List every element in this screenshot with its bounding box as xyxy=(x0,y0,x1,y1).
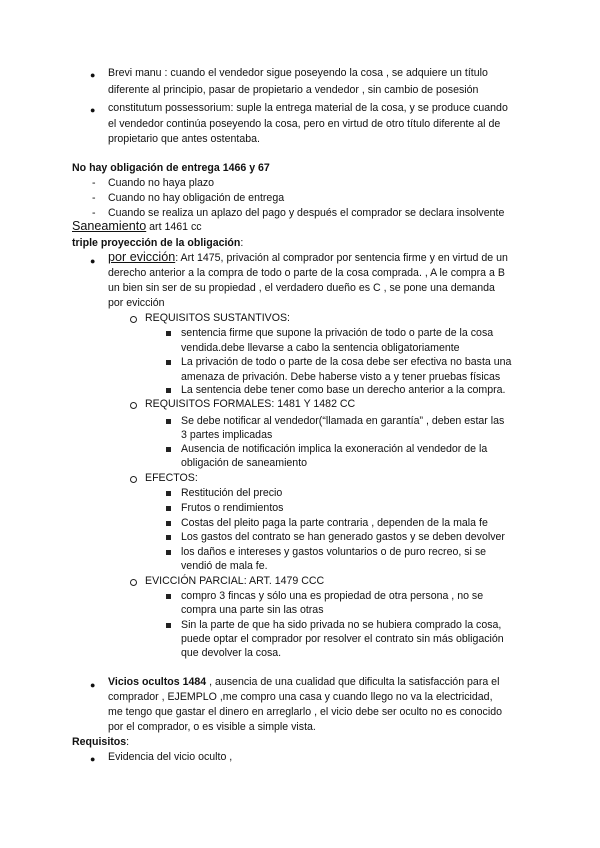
bullet-icon: ● xyxy=(90,256,96,266)
triple-heading: triple proyección de la obligación: xyxy=(72,237,244,249)
text-line: Cuando se realiza un aplazo del pago y después el comprador se declara insolvente xyxy=(108,207,505,219)
square-bullet xyxy=(166,331,171,336)
text-line: sentencia firme que supone la privación de todo o parte de la cosa xyxy=(181,327,494,339)
text-line: amenaza de privación. Debe haberse visto a y tener pruebas físicas xyxy=(181,371,501,383)
text-line: el vendedor continúa poseyendo la cosa, pero en virtud de otro título diferente al de xyxy=(108,118,501,130)
text-line: constitutum possessorium: suple la entrega material de la cosa, y se produce cuando xyxy=(108,102,508,114)
square-bullet xyxy=(166,419,171,424)
text-line: Frutos o rendimientos xyxy=(181,502,284,514)
text-line: propietario que antes ostentaba. xyxy=(108,133,260,145)
square-bullet xyxy=(166,623,171,628)
dash-bullet: - xyxy=(92,207,96,219)
square-bullet xyxy=(166,388,171,393)
subheading: REQUISITOS SUSTANTIVOS: xyxy=(145,312,291,324)
square-bullet xyxy=(166,550,171,555)
saneamiento-title: Saneamiento xyxy=(72,219,147,233)
bullet-icon: ● xyxy=(90,680,96,690)
text-line: La sentencia debe tener como base un derecho anterior a la compra. xyxy=(181,384,506,396)
eviccion-title: por evicción xyxy=(108,250,176,264)
text-line: vendió de mala fe. xyxy=(181,560,268,572)
bullet-icon: ● xyxy=(90,754,96,764)
eviccion-line: por evicción: Art 1475, privación al comprador por sentencia firme y en virtud de un xyxy=(108,250,508,264)
dash-bullet: - xyxy=(92,177,96,189)
bullet-icon: ● xyxy=(90,70,96,80)
vicios-line: Vicios ocultos 1484 , ausencia de una cualidad que dificulta la satisfacción para el xyxy=(108,676,500,688)
subheading: REQUISITOS FORMALES: 1481 Y 1482 CC xyxy=(145,398,356,410)
bullet-icon: ● xyxy=(90,105,96,115)
text-line: Cuando no hay obligación de entrega xyxy=(108,192,285,204)
text-line: La privación de todo o parte de la cosa debe ser efectiva no basta una xyxy=(181,356,512,368)
text-line: los daños e intereses y gastos voluntarios o de puro recreo, si se xyxy=(181,546,487,558)
text-line: derecho anterior a la compra de todo o parte de la cosa comprada. , A le compra a B xyxy=(108,267,505,279)
text-line: 3 partes implicadas xyxy=(181,429,273,441)
square-bullet xyxy=(166,447,171,452)
saneamiento-line xyxy=(72,219,202,235)
text-line: Brevi manu : cuando el vendedor sigue poseyendo la cosa , se adquiere un título xyxy=(108,67,488,79)
dash-bullet: - xyxy=(92,192,96,204)
text-line: puede optar el comprador por resolver el contrato sin más obligación xyxy=(181,633,504,645)
text-line: Evidencia del vicio oculto , xyxy=(108,751,233,763)
circle-bullet xyxy=(130,402,137,409)
square-bullet xyxy=(166,491,171,496)
text-line: Cuando no haya plazo xyxy=(108,177,215,189)
circle-bullet xyxy=(130,316,137,323)
square-bullet xyxy=(166,535,171,540)
text-line: que devolver la cosa. xyxy=(181,647,282,659)
text-line: vendida.debe llevarse a cabo la sentencia obligatoriamente xyxy=(181,342,460,354)
text-line: por evicción xyxy=(108,297,165,309)
circle-bullet xyxy=(130,579,137,586)
text-line: Costas del pleito paga la parte contraria , dependen de la mala fe xyxy=(181,517,488,529)
requisitos-heading: Requisitos: xyxy=(72,736,130,748)
square-bullet xyxy=(166,521,171,526)
text-line: Sin la parte de que ha sido privada no se hubiera comprado la cosa, xyxy=(181,619,502,631)
vicios-title: Vicios ocultos 1484 xyxy=(108,676,207,688)
square-bullet xyxy=(166,360,171,365)
text-line: Restitución del precio xyxy=(181,487,283,499)
text-line: un bien sin ser de su propiedad , el verdadero dueño es C , se pone una demanda xyxy=(108,282,495,294)
subheading: EVICCIÓN PARCIAL: ART. 1479 CCC xyxy=(145,575,325,587)
subheading: EFECTOS: xyxy=(145,472,198,484)
text-line: Los gastos del contrato se han generado gastos y se deben devolver xyxy=(181,531,505,543)
text-line: compra una parte sin las otras xyxy=(181,604,324,616)
circle-bullet xyxy=(130,476,137,483)
text-line: compro 3 fincas y sólo una es propiedad de otra persona , no se xyxy=(181,590,484,602)
text-line: por el comprador, o es visible a simple vista. xyxy=(108,721,316,733)
square-bullet xyxy=(166,594,171,599)
text-line: obligación de saneamiento xyxy=(181,457,308,469)
text-line: Ausencia de notificación implica la exoneración al vendedor de la xyxy=(181,443,488,455)
saneamiento-ref: art 1461 cc xyxy=(146,221,202,233)
text-line: Se debe notificar al vendedor(“llamada en garantía” , deben estar las xyxy=(181,415,505,427)
text-line: diferente al principio, pasar de propietario a vendedor , sin cambio de posesión xyxy=(108,84,479,96)
square-bullet xyxy=(166,506,171,511)
section-heading: No hay obligación de entrega 1466 y 67 xyxy=(72,162,270,174)
text-line: me tengo que gastar el dinero en arreglarlo , el vicio debe ser oculto no es conocido xyxy=(108,706,502,718)
text-line: comprador , EJEMPLO ,me compro una casa y cuando llego no va la electricidad, xyxy=(108,691,493,703)
